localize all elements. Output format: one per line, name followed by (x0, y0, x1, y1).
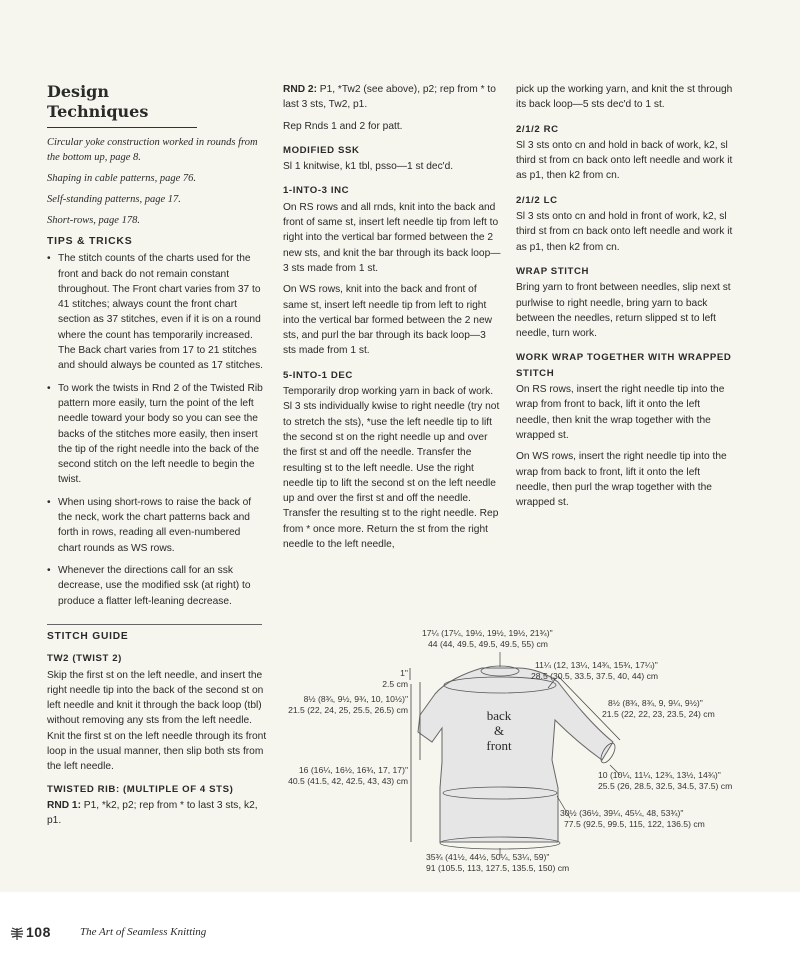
column-middle (283, 82, 501, 558)
body-len-in: 16 (16¼, 16½, 16¾, 17, 17)" (298, 765, 408, 775)
label-amp: & (493, 723, 505, 738)
neck-dimension (422, 628, 553, 650)
wwt-text-ws: On WS rows, insert the right needle tip into the wrap from back to front, lift it onto the left needle, then purl the wrap together with the wrapped st. (516, 451, 727, 509)
stitch-guide (47, 624, 269, 835)
repeat-text: Rep Rnds 1 and 2 for patt. (283, 120, 403, 132)
body-length-dimension (280, 765, 408, 787)
modified-ssk-heading: MODIFIED SSK (283, 144, 360, 156)
cuff-cm: 25.5 (26, 28.5, 32.5, 34.5, 37.5) cm (598, 781, 733, 791)
hem-cm: 91 (105.5, 113, 127.5, 135.5, 150) cm (426, 863, 570, 873)
intro-line: Shaping in cable patterns, page 76. (47, 173, 197, 184)
cuff-in: 10 (10¼, 11¼, 12¾, 13½, 14¾)" (598, 770, 721, 780)
into1-text: Temporarily drop working yarn in back of work. Sl 3 sts individually kwise to right needle (try not to stretch the sts), *use the left needle tip to lift the second st on the right needle up and over the first st and off the needle. Transfer the resulting st to the left needle. Use the right needle tip to lift the second st on the left needle up and over the first st and off the needle. Transfer the resulting st to the right needle. Rep from * once more. Return the st from the right needle to the left needle, (283, 386, 500, 551)
into3-text-rs: On RS rows and all rnds, knit into the back and front of same st, insert left needle tip from left to right into the vertical bar formed between the 2 new sts, and knit the bar through its back loop—3 sts made from 1 st. (283, 201, 501, 274)
rnd1-label: RND 1: (47, 799, 81, 811)
rnd1-text: P1, *k2, p2; rep from * to last 3 sts, k2, p1. (47, 799, 258, 827)
rc-heading: 2/1/2 RC (516, 123, 559, 135)
cuff-dimension (598, 770, 732, 792)
design-techniques-title: Design Techniques (47, 82, 197, 128)
tw2-text: Skip the first st on the left needle, and insert the right needle tip into the back of the second st on left needle and knit it through the back loop (tbl) without removing any sts from the left needle. Knit the first st on the left needle through its front loop in the usual manner, then slip both sts from the left needle. (47, 669, 267, 773)
tip-item: • To work the twists in Rnd 2 of the Twisted Rib pattern more easily, turn the point of the left needle toward your body so you can see the backs of the stitches more easily, then insert the tip of the right needle into the back of the second stitch on the left needle to begin the twist. (47, 381, 265, 488)
continued-text: pick up the working yarn, and knit the st through its back loop—5 sts dec'd to 1 st. (516, 84, 733, 111)
into1-heading: 5-INTO-1 DEC (283, 369, 353, 381)
neck-cm: 44 (44, 49.5, 49.5, 49.5, 55) cm (428, 639, 548, 649)
rc-text: Sl 3 sts onto cn and hold in back of work, k2, sl third st from cn back onto left needle and work it as p1, then k2 from cn. (516, 139, 733, 182)
waist-cm: 77.5 (92.5, 99.5, 115, 122, 136.5) cm (564, 819, 705, 829)
into3-heading: 1-INTO-3 INC (283, 185, 350, 197)
yoke-in: 8½ (8¾, 9½, 9¾, 10, 10½)" (303, 694, 408, 704)
rnd2-label: RND 2: (283, 84, 317, 95)
intro-line: Short-rows, page 178. (47, 215, 140, 226)
schematic-drawing (280, 610, 800, 890)
waist-dimension (560, 808, 705, 830)
tips-list (47, 251, 265, 609)
lc-text: Sl 3 sts onto cn and hold in front of work, k2, sl third st from cn back onto left needle and work it as p1, then k2 from cn. (516, 211, 733, 253)
wrap-text: Bring yarn to front between needles, slip next st purlwise to right needle, bring yarn to back between the needles, return slipped st to left needle, turn work. (516, 282, 731, 340)
running-title: The Art of Seamless Knitting (80, 926, 207, 938)
wrap-heading: WRAP STITCH (516, 265, 590, 277)
neck-depth-in: 1" (400, 668, 408, 678)
neck-depth-dimension (364, 668, 408, 690)
tip-item: • Whenever the directions call for an ssk decrease, use the modified ssk (at right) to produce a flatter left-leaning decrease. (47, 563, 265, 609)
upper-cm: 28.5 (30.5, 33.5, 37.5, 40, 44) cm (531, 671, 659, 681)
upper-in: 11¼ (12, 13¼, 14¾, 15¾, 17¼)" (535, 660, 658, 670)
page-number: 108 (26, 924, 51, 940)
hem-in: 35¾ (41½, 44½, 50¼, 53¼, 59)" (426, 852, 550, 862)
garment-label (469, 708, 529, 753)
twisted-rib-heading: TWISTED RIB: (MULTIPLE OF 4 STS) (47, 783, 234, 795)
into3-text-ws: On WS rows, knit into the back and front of same st, insert left needle tip from left to right into the vertical bar formed between the 2 new sts, and purl the bar through its back loop—3 sts made from 1 st. (283, 284, 492, 357)
hem-dimension (426, 852, 569, 874)
body-len-cm: 40.5 (41.5, 42, 42.5, 43, 43) cm (288, 776, 408, 786)
neck-depth-cm: 2.5 cm (382, 679, 408, 689)
sleeve-cm: 21.5 (22, 22, 23, 23.5, 24) cm (602, 709, 715, 719)
column-left (47, 82, 265, 616)
yoke-cm: 21.5 (22, 24, 25, 25.5, 26.5) cm (288, 705, 408, 715)
wwt-text-rs: On RS rows, insert the right needle tip into the wrap from front to back, lift it onto the left needle, then knit the wrap together with the wrapped st. (516, 384, 725, 441)
column-right (516, 82, 736, 516)
rnd1-paragraph (47, 798, 269, 829)
neck-in: 17¼ (17¼, 19½, 19½, 19½, 21¾)" (422, 628, 553, 638)
upper-dimension (531, 660, 658, 682)
intro-line: Self-standing patterns, page 17. (47, 194, 181, 205)
stitch-guide-heading: STITCH GUIDE (47, 624, 262, 644)
tip-item: • The stitch counts of the charts used for the front and back do not remain constant throughout. The Front chart varies from 37 to 41 stitches; always count the front chart section as 37 stitches, even if it is on a round where the count has temporarily increased. The Back chart varies from 17 to 21 stitches and should always be counted as 17 stitches. (47, 251, 265, 373)
label-front: front (486, 738, 512, 753)
waist-in: 30½ (36½, 39¼, 45¼, 48, 53¾)" (560, 808, 684, 818)
intro-line: Circular yoke construction worked in rounds from the bottom up, page 8. (47, 137, 258, 163)
lc-heading: 2/1/2 LC (516, 194, 558, 206)
garment-schematic (280, 610, 800, 890)
yoke-dimension (280, 694, 408, 716)
tw2-heading: TW2 (TWIST 2) (47, 653, 122, 665)
sleeve-dimension (602, 698, 715, 720)
tips-heading: TIPS & TRICKS (47, 236, 133, 247)
rnd2-paragraph (283, 82, 501, 113)
leaf-ornament-icon (8, 926, 26, 942)
sleeve-in: 8½ (8¾, 8¾, 9, 9¼, 9½)" (608, 698, 703, 708)
modified-ssk-text: Sl 1 knitwise, k1 tbl, psso—1 st dec'd. (283, 161, 454, 173)
tip-item: • When using short-rows to raise the back of the neck, work the chart patterns back and forth in rows, reading all even-numbered chart rounds as WS rows. (47, 495, 265, 556)
label-back: back (486, 708, 512, 723)
rnd2-text: P1, *Tw2 (see above), p2; rep from * to last 3 sts, Tw2, p1. (283, 84, 496, 111)
wwt-heading: WORK WRAP TOGETHER WITH WRAPPED STITCH (516, 352, 732, 379)
